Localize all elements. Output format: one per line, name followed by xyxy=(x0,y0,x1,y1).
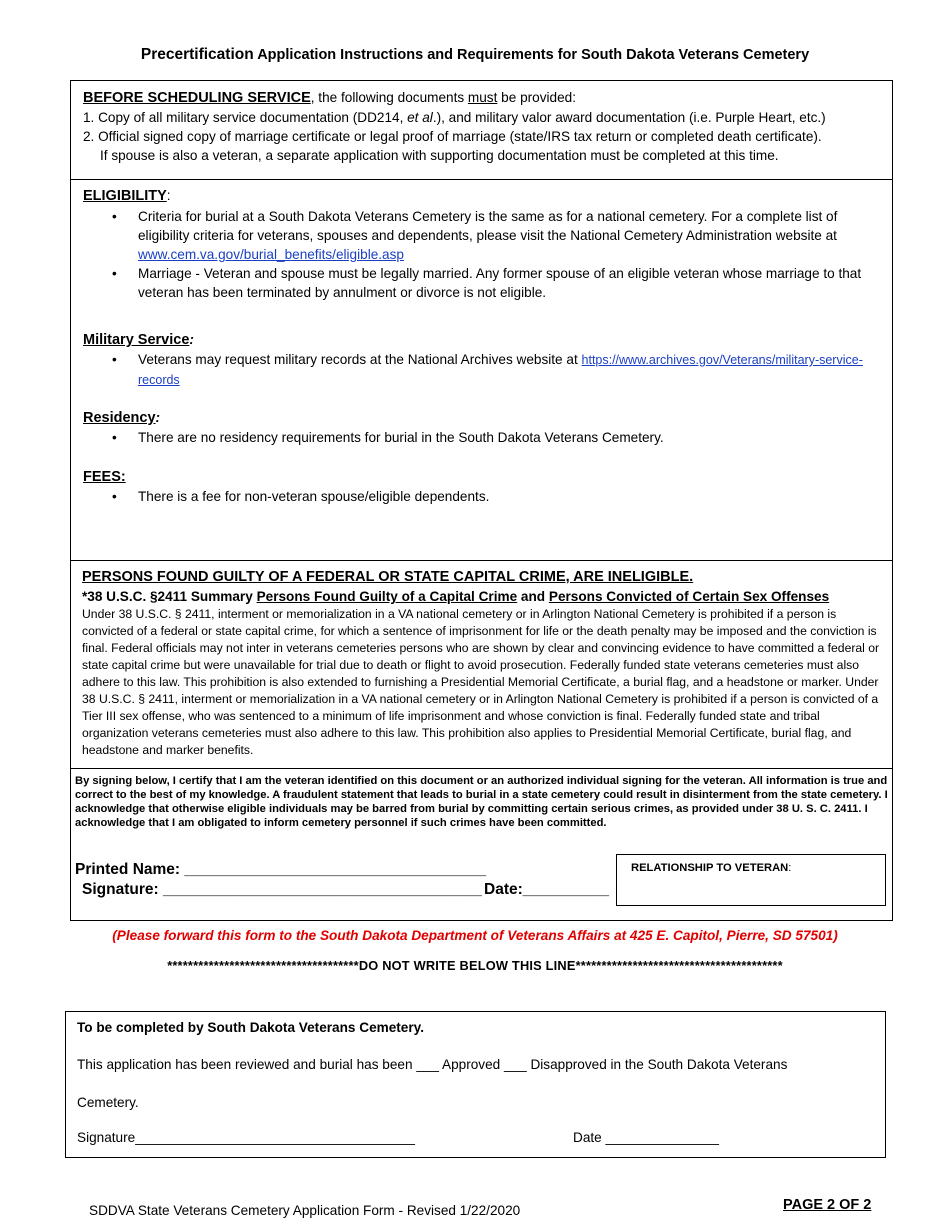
crime-sub-and: and xyxy=(517,589,549,604)
before-intro-b: be provided: xyxy=(497,90,576,105)
before-item-2: 2. Official signed copy of marriage certificate or legal proof of marriage (state/IRS tax return or completed death certificate). xyxy=(83,129,822,144)
residency-heading: Residency xyxy=(83,410,156,426)
eligibility-heading-row xyxy=(83,186,880,206)
cemetery-heading: To be completed by South Dakota Veterans Cemetery. xyxy=(77,1020,424,1035)
residency-heading-row xyxy=(83,408,880,428)
certify-text: By signing below, I certify that I am the veteran identified on this document or an authorized individual signing for the veteran. All information is true and correct to the best of my knowledge. A fraudulent statement that leads to burial in a state cemetery could result in disinterment from the state cemetery. I acknowledge that otherwise eligible individuals may be barred from burial by committing certain serious crimes, as provided under 38 U. S. C. 2411. I acknowledge that I am obligated to inform cemetery personnel if such crimes have been committed. xyxy=(75,775,888,829)
military-heading: Military Service xyxy=(83,332,190,348)
before-item1-a: 1. Copy of all military service documentation (DD214, xyxy=(83,110,408,125)
military-heading-row xyxy=(83,330,880,350)
military-bullet-text: Veterans may request military records at the National Archives website at xyxy=(138,352,582,367)
before-item-1 xyxy=(83,108,880,127)
page-title xyxy=(0,46,950,64)
eligibility-bullet-2: • Marriage - Veteran and spouse must be legally married. Any former spouse of an eligible veteran whose marriage to that veteran has been terminated by annulment or divorce is not eligible. xyxy=(138,264,880,302)
cemetery-review-line: This application has been reviewed and burial has been ___ Approved ___ Disapproved in the South Dakota Veterans xyxy=(77,1057,788,1072)
footer-form-revision: SDDVA State Veterans Cemetery Application Form - Revised 1/22/2020 xyxy=(89,1203,521,1218)
before-item1-b: .), and military valor award documentation (i.e. Purple Heart, etc.) xyxy=(432,110,826,125)
before-item1-em: et al xyxy=(407,110,433,125)
crime-body: Under 38 U.S.C. § 2411, interment or memorialization in a VA national cemetery or in Arlington National Cemetery is prohibited if a person is convicted of a federal or state capital crime, for which a sentence of imprisonment for life or the death penalty may be imposed and the conviction is final. Federal officials may not inter in veterans cemeteries persons who are shown by clear and convincing evidence to have committed a federal or state capital crime but were unavailable for trial due to death or flight to avoid prosecution. Federally funded state veterans cemeteries must also adhere to this law. This prohibition is also extended to furnishing a Presidential Memorial Certificate, a burial flag, and a headstone or marker. Under 38 U.S.C. § 2411, interment or memorialization in a VA national cemetery or in Arlington National Cemetery is prohibited if a person is convicted of a Tier III sex offense, who was sentenced to a minimum of life imprisonment and whose conviction is final. Federally funded state and tribal organization veterans cemeteries must also adhere to this law. This prohibition also applies to Presidential Memorial Certificate, burial flag, and headstone and marker benefits. xyxy=(82,607,880,757)
before-heading: BEFORE SCHEDULING SERVICE xyxy=(83,90,311,106)
eligibility-bullet1-text: Criteria for burial at a South Dakota Veterans Cemetery is the same as for a national cemetery. For a complete list of eligibility criteria for veterans, spouses and dependents, please visit the National Cemetery Administration website at xyxy=(138,209,838,243)
title-part1: Precertification xyxy=(140,46,254,63)
crime-sub-a: *38 U.S.C. §2411 Summary xyxy=(82,589,257,604)
cemetery-signature-field[interactable]: Signature_____________________________________ xyxy=(77,1130,415,1145)
relationship-box[interactable] xyxy=(616,854,886,906)
eligibility-colon: : xyxy=(166,188,171,203)
cemetery-review-line2: Cemetery. xyxy=(77,1095,139,1110)
page-number: PAGE 2 OF 2 xyxy=(783,1197,872,1213)
eligibility-link[interactable]: www.cem.va.gov/burial_benefits/eligible.asp xyxy=(138,247,404,262)
do-not-write-line: *************************************DO NOT WRITE BELOW THIS LINE**************************************** xyxy=(167,958,783,973)
before-scheduling-section xyxy=(70,80,893,180)
title-part2: Application Instructions and Requirements for South Dakota Veterans Cemetery xyxy=(253,47,810,63)
eligibility-bullet-1 xyxy=(138,207,880,264)
military-colon: : xyxy=(189,332,194,347)
residency-bullet: • There are no residency requirements for burial in the South Dakota Veterans Cemetery. xyxy=(138,428,880,447)
printed-name-field[interactable]: Printed Name: ___________________________________ xyxy=(75,861,487,878)
eligibility-heading: ELIGIBILITY xyxy=(83,188,167,204)
fees-heading-row xyxy=(83,467,880,487)
crime-sub-u1: Persons Found Guilty of a Capital Crime xyxy=(256,589,518,604)
crime-subheading xyxy=(82,587,881,606)
relationship-colon: : xyxy=(788,862,792,874)
before-intro xyxy=(83,88,880,108)
before-intro-a: , the following documents xyxy=(310,90,468,105)
signature-field[interactable]: Signature: _____________________________________ xyxy=(82,881,482,898)
residency-colon: : xyxy=(155,410,161,425)
fees-bullet: • There is a fee for non-veteran spouse/eligible dependents. xyxy=(138,487,880,506)
forward-note: (Please forward this form to the South Dakota Department of Veterans Affairs at 425 E. Capitol, Pierre, SD 57501) xyxy=(112,928,838,943)
certification-section xyxy=(70,768,893,921)
military-bullet xyxy=(138,350,880,390)
capital-crime-section xyxy=(70,560,893,769)
archives-link[interactable]: https://www.archives.gov/Veterans/military-service-records xyxy=(138,353,863,387)
cemetery-date-field[interactable]: Date _______________ xyxy=(573,1130,719,1145)
eligibility-section xyxy=(70,179,893,561)
before-must: must xyxy=(467,90,498,105)
before-item-2-cont: If spouse is also a veteran, a separate application with supporting documentation must be completed at this time. xyxy=(100,148,779,163)
fees-heading: FEES: xyxy=(83,469,126,485)
crime-sub-u2: Persons Convicted of Certain Sex Offenses xyxy=(548,589,830,604)
date-field[interactable]: Date:__________ xyxy=(484,881,609,898)
crime-heading: PERSONS FOUND GUILTY OF A FEDERAL OR STATE CAPITAL CRIME, ARE INELIGIBLE. xyxy=(82,569,694,585)
relationship-label: RELATIONSHIP TO VETERAN xyxy=(631,862,789,874)
cemetery-use-section xyxy=(65,1011,886,1158)
